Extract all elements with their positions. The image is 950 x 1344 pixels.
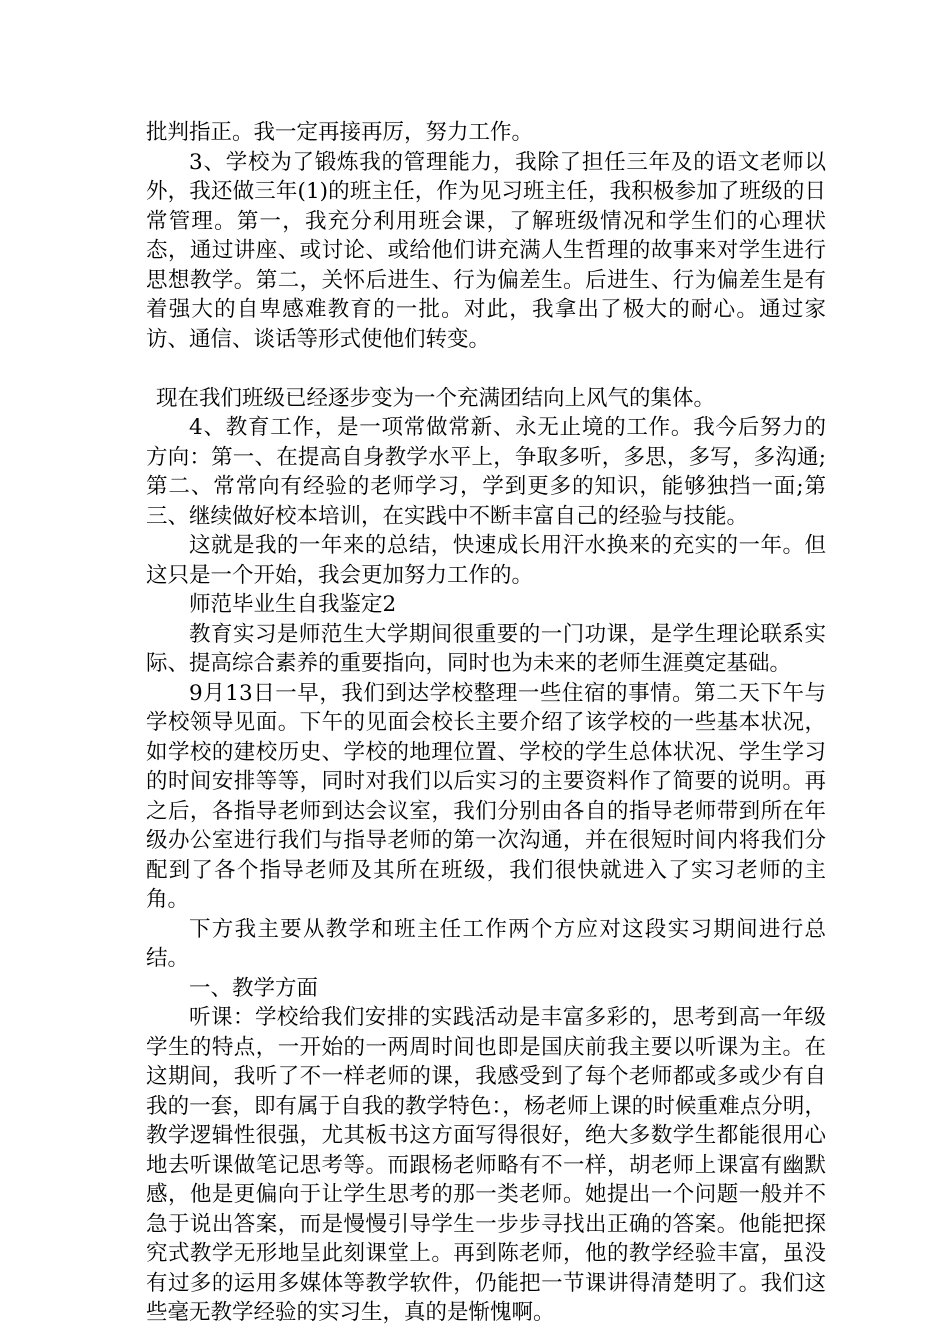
paragraph-continuation: 批判指正。我一定再接再厉，努力工作。 [146, 120, 534, 145]
subsection-heading-teaching: 一、教学方面 [189, 975, 319, 1001]
paragraph-arrival: 9月13日一早，我们到达学校整理一些住宿的事情。第二天下午与学校领导见面。下午的见面会校长主要介绍了该学校的一些基本状况，如学校的建校历史、学校的地理位置、学校的学生总体状况、学生学习的时间安排等等，同时对我们以后实习的主要资料作了简要的说明。再之后，各指导老师到达会议室，我们分别由各自的指导老师带到所在年级办公室进行我们与指导老师的第一次沟通，并在很短时间内将我们分配到了各个指导老师及其所在班级，我们很快就进入了实习老师的主角。 [146, 680, 826, 912]
paragraph-overview: 下方我主要从教学和班主任工作两个方应对这段实习期间进行总结。 [146, 916, 826, 971]
paragraph-item-4: 4、教育工作，是一项常做常新、永无止境的工作。我今后努力的方向：第一、在提高自身教学水平上，争取多听，多思，多写，多沟通;第二、常常向有经验的老师学习，学到更多的知识，能够独挡一面;第三、继续做好校本培训，在实践中不断丰富自己的经验与技能。 [146, 415, 826, 529]
paragraph-gap [146, 354, 826, 384]
paragraph-lesson-observation: 听课：学校给我们安排的实践活动是丰富多彩的，思考到高一年级学生的特点，一开始的一两周时间也即是国庆前我主要以听课为主。在这期间，我听了不一样老师的课，我感受到了每个老师都或多或少有自我的一套，即有属于自我的教学特色：，杨老师上课的时候重难点分明，教学逻辑性很强，尤其板书这方面写得很好，绝大多数学生都能很用心地去听课做笔记思考等。而跟杨老师略有不一样，胡老师上课富有幽默感，他是更偏向于让学生思考的那一类老师。她提出一个问题一般并不急于说出答案，而是慢慢引导学生一步步寻找出正确的答案。他能把探究式教学无形地呈此刻课堂上。再到陈老师，他的教学经验丰富，虽没有过多的运用多媒体等教学软件，仍能把一节课讲得清楚明了。我们这些毫无教学经验的实习生，真的是惭愧啊。 [146, 1005, 826, 1325]
document-body [146, 118, 826, 1328]
section-heading: 师范毕业生自我鉴定2 [189, 592, 397, 617]
paragraph-internship-intro: 教育实习是师范生大学期间很重要的一门功课，是学生理论联系实际、提高综合素养的重要指向，同时也为未来的老师生涯奠定基础。 [146, 621, 826, 676]
paragraph-item-3: 3、学校为了锻炼我的管理能力，我除了担任三年及的语文老师以外，我还做三年(1)的班主任，作为见习班主任，我积极参加了班级的日常管理。第一，我充分利用班会课，了解班级情况和学生们的心理状态，通过讲座、或讨论、或给他们讲充满人生哲理的故事来对学生进行思想教学。第二，关怀后进生、行为偏差生。后进生、行为偏差生是有着强大的自卑感难教育的一批。对此，我拿出了极大的耐心。通过家访、通信、谈话等形式使他们转变。 [146, 149, 826, 352]
paragraph-summary: 这就是我的一年来的总结，快速成长用汗水换来的充实的一年。但这只是一个开始，我会更加努力工作的。 [146, 533, 826, 588]
paragraph-class-collective: 现在我们班级已经逐步变为一个充满团结向上风气的集体。 [156, 385, 716, 411]
